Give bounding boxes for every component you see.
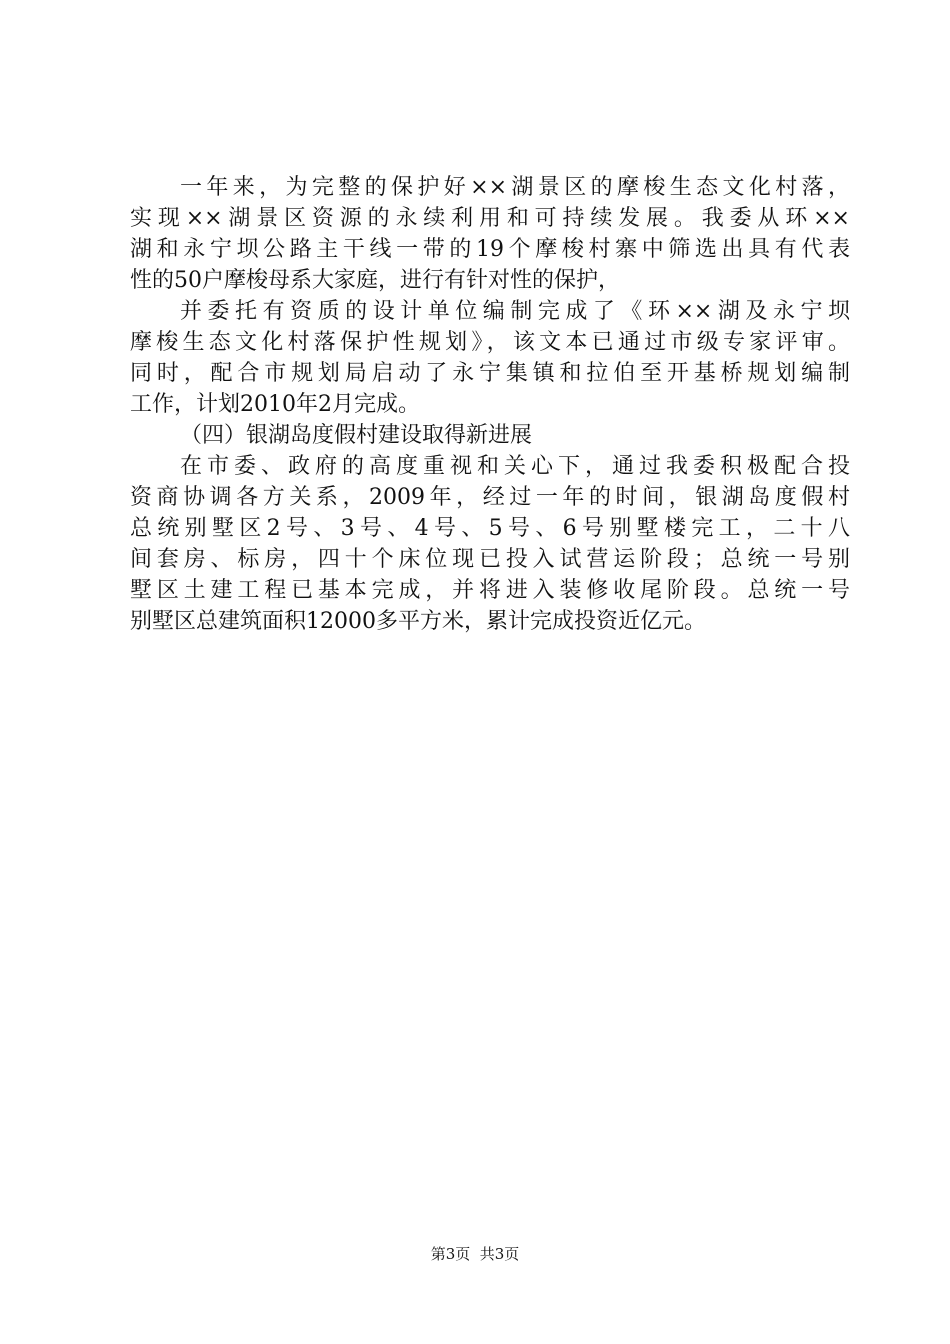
text-line: 间套房、标房，四十个床位现已投入试营运阶段；总统一号别 [130, 547, 850, 572]
document-body [130, 172, 850, 637]
text-line: 在市委、政府的高度重视和关心下，通过我委积极配合投 [180, 454, 850, 479]
text-line: 工作，计划2010年2月完成。 [130, 392, 420, 417]
text-line: 并委托有资质的设计单位编制完成了《环××湖及永宁坝 [180, 299, 850, 324]
text-line: 同时，配合市规划局启动了永宁集镇和拉伯至开基桥规划编制 [130, 361, 850, 386]
text-line: 摩梭生态文化村落保护性规划》，该文本已通过市级专家评审。 [130, 330, 850, 355]
text-line: 资商协调各方关系，2009年，经过一年的时间，银湖岛度假村 [130, 485, 850, 510]
text-line: 总统别墅区2号、3号、4号、5号、6号别墅楼完工，二十八 [130, 516, 850, 541]
text-line: 实现××湖景区资源的永续利用和可持续发展。我委从环×× [130, 206, 850, 231]
section-heading: （四）银湖岛度假村建设取得新进展 [180, 423, 533, 448]
page-footer: 第3页 共3页 [430, 1245, 520, 1263]
text-line: 性的50户摩梭母系大家庭，进行有针对性的保护， [130, 268, 620, 293]
text-line: 一年来，为完整的保护好××湖景区的摩梭生态文化村落， [180, 175, 850, 200]
text-line: 别墅区总建筑面积12000多平方米，累计完成投资近亿元。 [130, 609, 706, 634]
text-line: 墅区土建工程已基本完成，并将进入装修收尾阶段。总统一号 [130, 578, 850, 603]
text-line: 湖和永宁坝公路主干线一带的19个摩梭村寨中筛选出具有代表 [130, 237, 850, 262]
